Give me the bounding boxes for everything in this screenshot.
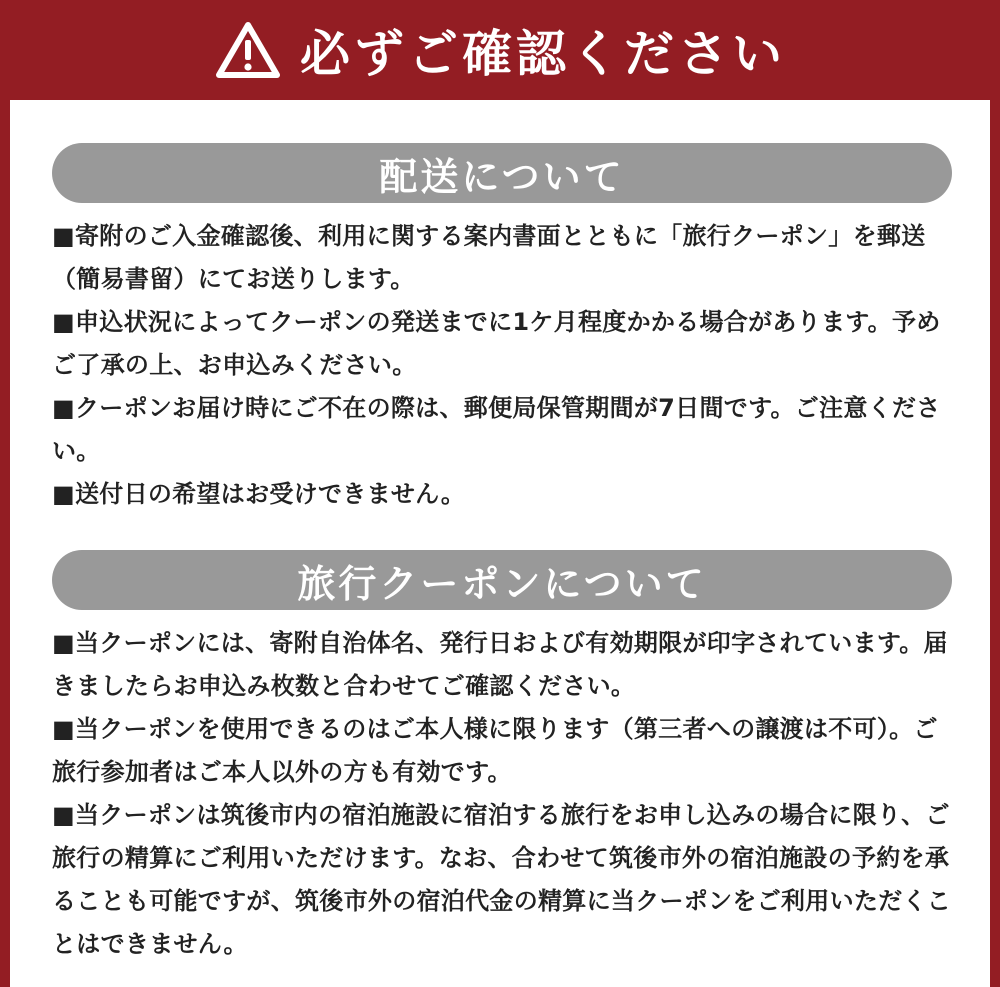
notice-item: ■当クーポンには、寄附自治体名、発行日および有効期限が印字されています。届きましたらお申込み枚数と合わせてご確認ください。	[52, 629, 948, 700]
notice-item: ■送付日の希望はお受けできません。	[52, 480, 466, 508]
notice-item: ■当クーポンは筑後市内の宿泊施設に宿泊する旅行をお申し込みの場合に限り、ご旅行の精算にご利用いただけます。なお、合わせて筑後市外の宿泊施設の予約を承ることも可能ですが、筑後市外の宿泊代金の精算に当クーポンをご利用いただくことはできません。	[52, 801, 952, 958]
header-banner	[10, 0, 990, 100]
section-items	[52, 215, 952, 516]
section-heading: 配送について	[52, 143, 952, 203]
section-travel-coupon	[52, 550, 952, 966]
section-heading: 旅行クーポンについて	[52, 550, 952, 610]
header-title: 必ずご確認ください	[300, 25, 786, 83]
notice-item: ■寄附のご入金確認後、利用に関する案内書面とともに「旅行クーポン」を郵送（簡易書留）にてお送りします。	[52, 222, 926, 293]
notice-item: ■申込状況によってクーポンの発送までに1ケ月程度かかる場合があります。予めご了承の上、お申込みください。	[52, 308, 941, 379]
section-items	[52, 622, 952, 966]
section-delivery	[52, 143, 952, 516]
warning-triangle-icon	[214, 20, 282, 80]
content-panel	[10, 100, 990, 987]
notice-item: ■クーポンお届け時にご不在の際は、郵便局保管期間が7日間です。ご注意ください。	[52, 394, 941, 465]
notice-item: ■当クーポンを使用できるのはご本人様に限ります（第三者への譲渡は不可）。ご旅行参加者はご本人以外の方も有効です。	[52, 715, 938, 786]
